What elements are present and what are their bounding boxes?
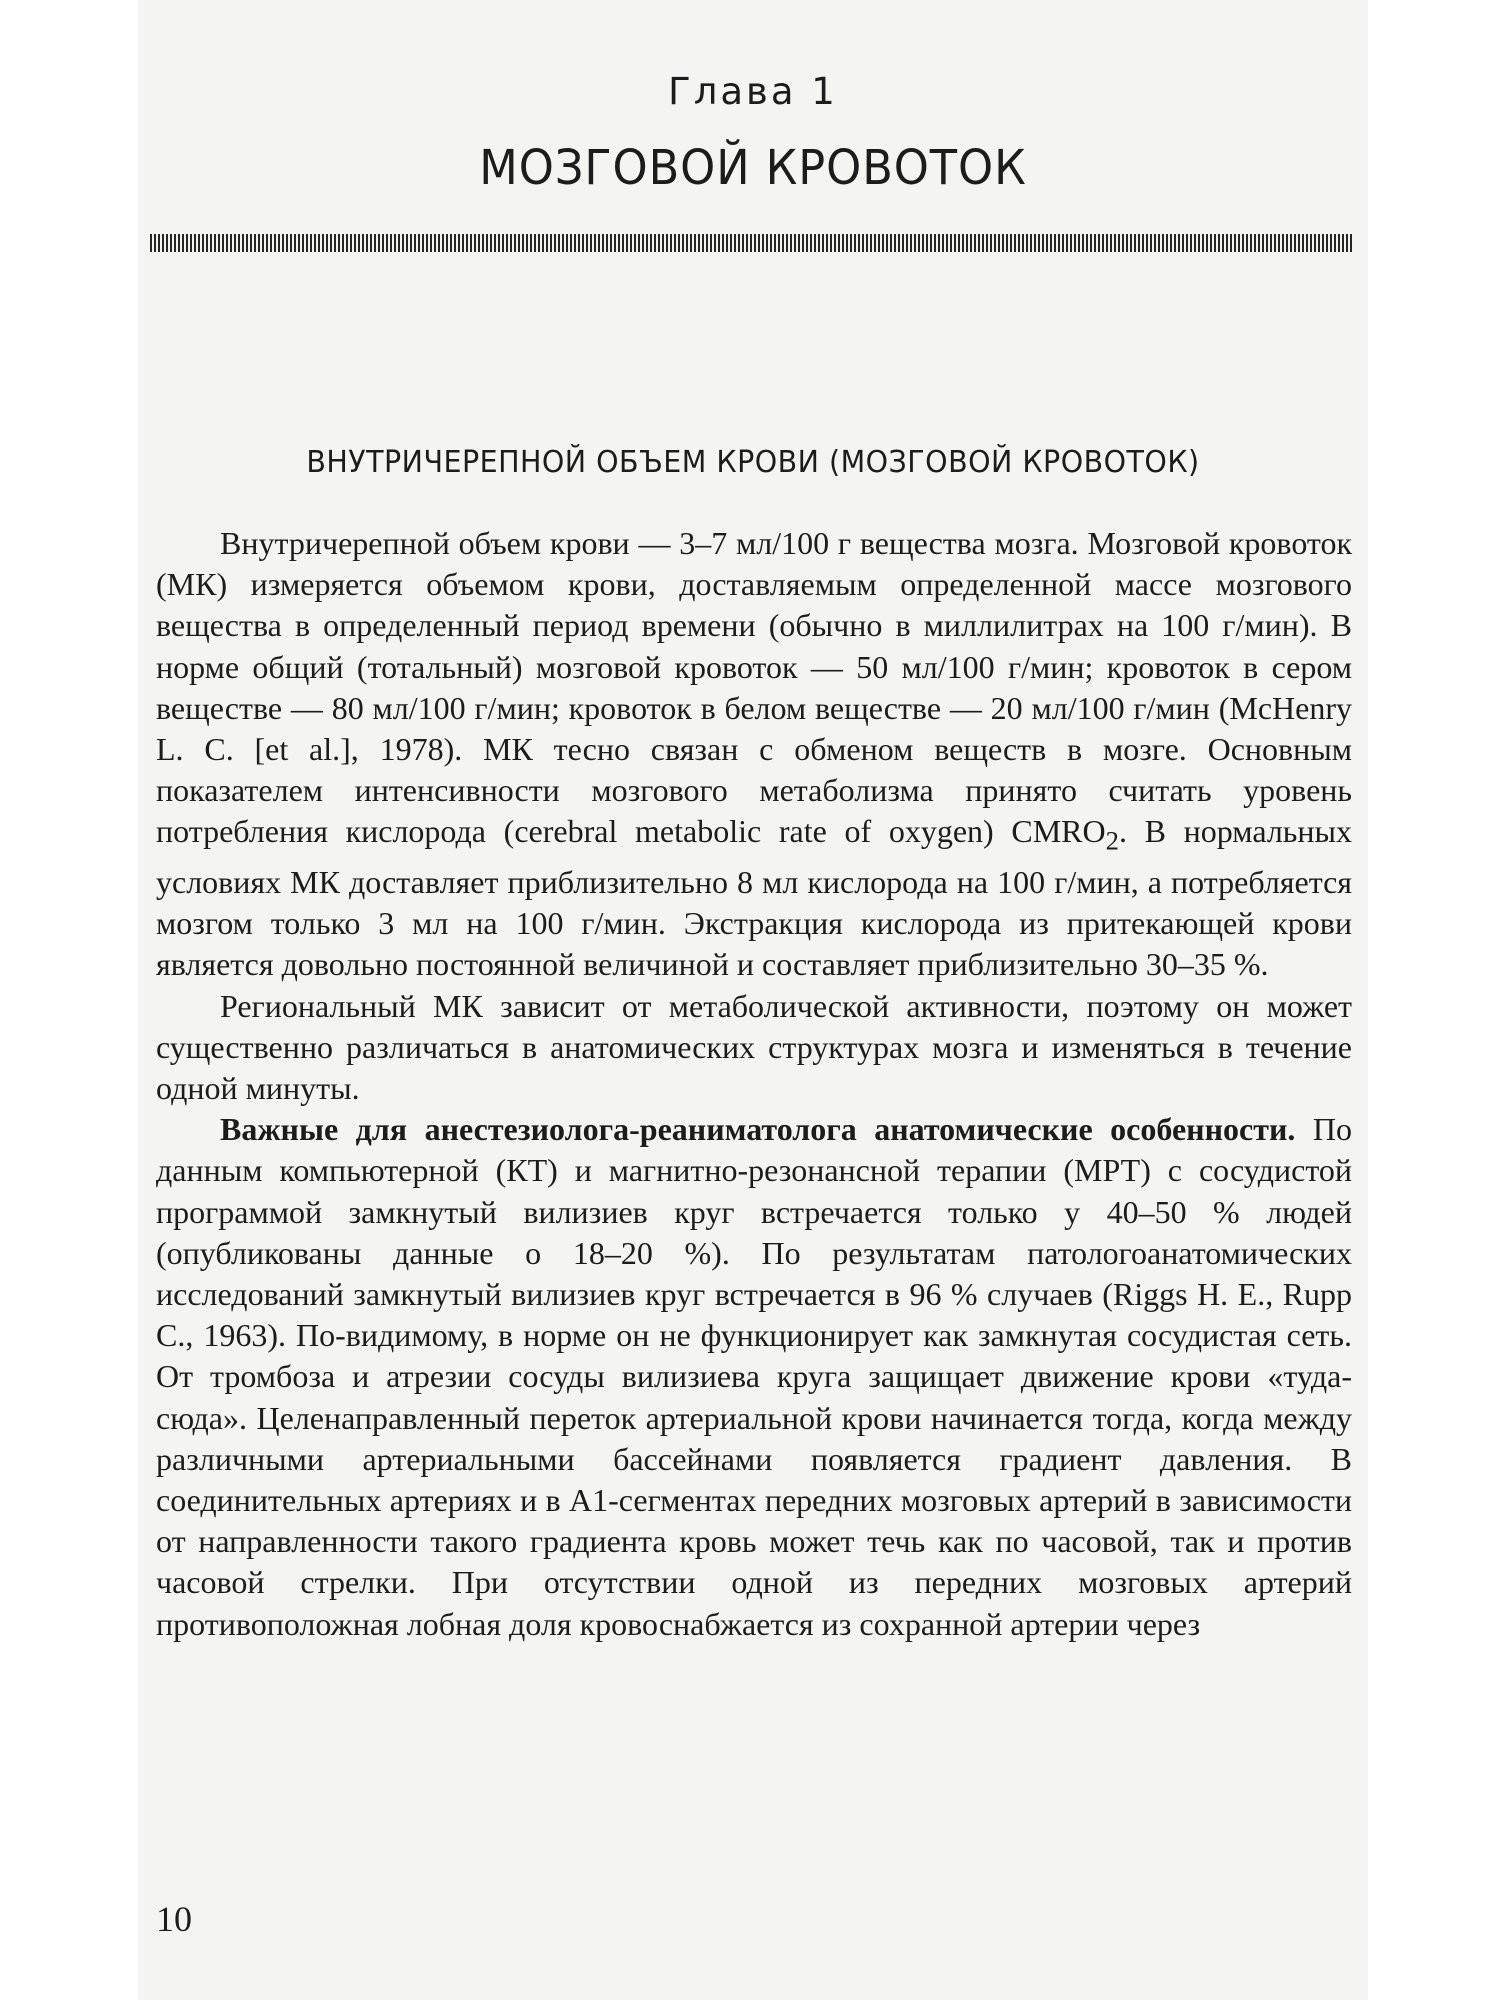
- paragraph-1-text: Внутричерепной объем крови — 3–7 мл/100 г вещества мозга. Мозговой кровоток (МК) измеряется объемом крови, доставляемым определенной массе мозгового вещества в определенный период времени (обычно в миллилитрах на 100 г/мин). В норме общий (тотальный) мозговой кровоток — 50 мл/100 г/мин; кровоток в сером веществе — 80 мл/100 г/мин; кровоток в белом веществе — 20 мл/100 г/мин (McHenry L. C. [et al.], 1978). МК тесно связан с обменом веществ в мозге. Основным показателем интенсивности мозгового метаболизма принято считать уровень потребления кислорода (cerebral metabolic rate of oxygen) CMRO: [156, 525, 1352, 850]
- paragraph-3-bold-lead: Важные для анестезиолога-реаниматолога анатомические особенности.: [220, 1111, 1296, 1148]
- paragraph-1-subscript: 2: [1105, 825, 1119, 856]
- hatched-divider: [150, 234, 1352, 252]
- chapter-label: Глава 1: [668, 70, 838, 113]
- paragraph-1-text-cont: . В нормальных условиях МК доставляет приблизительно 8 мл кислорода на 100 г/мин, а потребляется мозгом только 3 мл на 100 г/мин. Экстракция кислорода из притекающей крови является довольно постоянной величиной и составляет приблизительно 30–35 %.: [156, 813, 1353, 983]
- section-heading: ВНУТРИЧЕРЕПНОЙ ОБЪЕМ КРОВИ (МОЗГОВОЙ КРОВОТОК): [306, 445, 1200, 480]
- paragraph-3-text: По данным компьютерной (КТ) и магнитно-резонансной терапии (МРТ) с сосудистой программой замкнутый вилизиев круг встречается только у 40–50 % людей (опубликованы данные о 18–20 %). По результатам патологоанатомических исследований замкнутый вилизиев круг встречается в 96 % случаев (Riggs H. E., Rupp C., 1963). По-видимому, в норме он не функционирует как замкнутая сосудистая сеть. От тромбоза и атрезии сосуды вилизиева круга защищает движение крови «туда-сюда». Целенаправленный переток артериальной крови начинается тогда, когда между различными артериальными бассейнами появляется градиент давления. В соединительных артериях и в А1-сегментах передних мозговых артерий в зависимости от направленности такого градиента кровь может течь как по часовой, так и против часовой стрелки. При отсутствии одной из передних мозговых артерий противоположная лобная доля кровоснабжается из сохранной артерии через: [156, 1111, 1353, 1642]
- book-page: [138, 0, 1368, 2000]
- paragraph-2: Региональный МК зависит от метаболической активности, поэтому он может существенно различаться в анатомических структурах мозга и изменяться в течение одной минуты.: [156, 987, 1352, 1107]
- body-text: [156, 523, 1352, 1645]
- paragraph-1: [156, 523, 1352, 986]
- page-number: 10: [156, 1899, 192, 1939]
- paragraph-3: [156, 1109, 1352, 1645]
- chapter-title: МОЗГОВОЙ КРОВОТОК: [479, 140, 1027, 196]
